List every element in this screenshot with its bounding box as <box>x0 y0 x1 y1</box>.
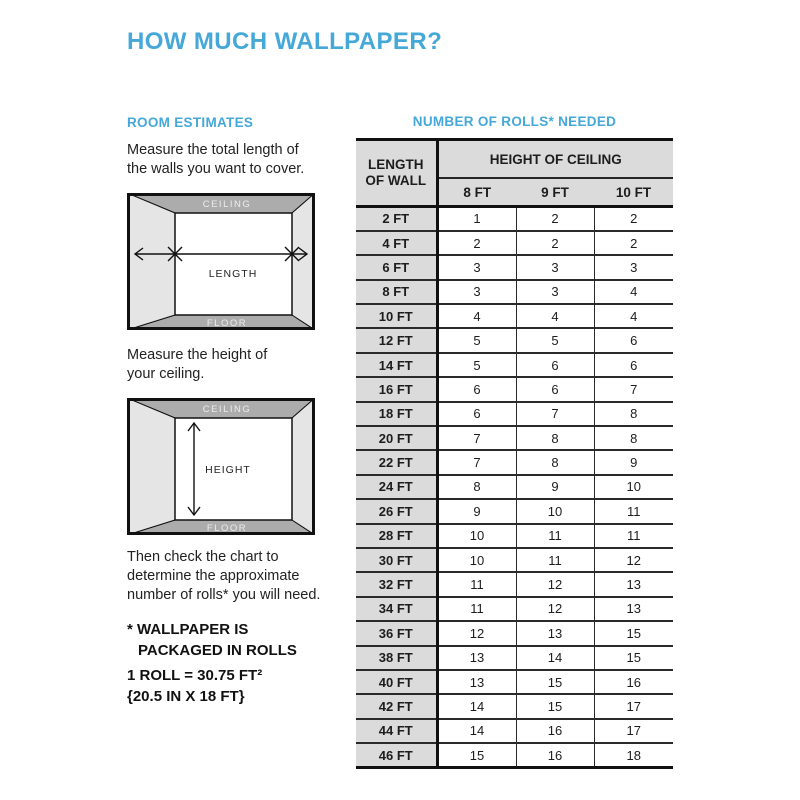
rolls-count-cell: 13 <box>516 621 594 645</box>
rolls-count-cell: 6 <box>516 353 594 377</box>
wall-length-cell: 18 FT <box>356 402 437 426</box>
rolls-count-cell: 12 <box>594 548 673 572</box>
table-row <box>356 353 673 377</box>
rolls-count-cell: 11 <box>516 548 594 572</box>
table-row <box>356 499 673 523</box>
rolls-count-cell: 2 <box>594 231 673 255</box>
table-row <box>356 255 673 279</box>
rolls-count-cell: 17 <box>594 694 673 718</box>
wall-length-cell: 8 FT <box>356 280 437 304</box>
rolls-table-heading: NUMBER OF ROLLS* NEEDED <box>412 114 617 129</box>
table-row <box>356 207 673 231</box>
floor-label: FLOOR <box>206 523 248 534</box>
wall-length-cell: 12 FT <box>356 328 437 352</box>
table-row <box>356 646 673 670</box>
rolls-count-cell: 10 <box>594 475 673 499</box>
room-length-diagram <box>127 193 315 330</box>
step2-instructions <box>127 346 267 384</box>
right-wall-surface <box>292 398 315 535</box>
wall-length-cell: 42 FT <box>356 694 437 718</box>
table-row <box>356 304 673 328</box>
wall-length-cell: 40 FT <box>356 670 437 694</box>
corner-header-line1: LENGTH <box>368 156 424 172</box>
table-row <box>356 548 673 572</box>
rolls-count-cell: 7 <box>437 426 516 450</box>
rolls-count-cell: 13 <box>594 597 673 621</box>
rolls-count-cell: 7 <box>437 450 516 474</box>
rolls-count-cell: 6 <box>437 377 516 401</box>
wall-length-cell: 24 FT <box>356 475 437 499</box>
wall-length-cell: 10 FT <box>356 304 437 328</box>
table-row <box>356 572 673 596</box>
rolls-count-cell: 13 <box>437 670 516 694</box>
footnote-line2: PACKAGED IN ROLLS <box>138 641 297 659</box>
table-row <box>356 743 673 767</box>
rolls-count-cell: 15 <box>516 694 594 718</box>
floor-label: FLOOR <box>206 318 248 329</box>
rolls-count-cell: 8 <box>594 402 673 426</box>
wall-length-cell: 38 FT <box>356 646 437 670</box>
step1-line1: Measure the total length of <box>127 142 299 158</box>
wall-length-cell: 14 FT <box>356 353 437 377</box>
table-row <box>356 670 673 694</box>
rolls-count-cell: 12 <box>437 621 516 645</box>
rolls-count-cell: 4 <box>516 304 594 328</box>
rolls-count-cell: 7 <box>594 377 673 401</box>
right-wall-surface <box>292 193 315 330</box>
rolls-count-cell: 13 <box>437 646 516 670</box>
rolls-count-cell: 11 <box>437 597 516 621</box>
rolls-count-cell: 12 <box>516 597 594 621</box>
rolls-count-cell: 7 <box>516 402 594 426</box>
wall-length-cell: 6 FT <box>356 255 437 279</box>
rolls-count-cell: 14 <box>437 719 516 743</box>
rolls-count-cell: 15 <box>437 743 516 767</box>
rolls-count-cell: 9 <box>594 450 673 474</box>
step3-line3: number of rolls* you will need. <box>127 587 321 603</box>
rolls-count-cell: 10 <box>516 499 594 523</box>
rolls-count-cell: 11 <box>594 524 673 548</box>
step2-line1: Measure the height of <box>127 347 268 363</box>
rolls-count-cell: 16 <box>516 719 594 743</box>
rolls-count-cell: 5 <box>437 328 516 352</box>
wall-length-cell: 4 FT <box>356 231 437 255</box>
rolls-count-cell: 3 <box>437 255 516 279</box>
rolls-count-cell: 1 <box>437 207 516 231</box>
step3-line1: Then check the chart to <box>127 549 279 565</box>
rolls-count-cell: 18 <box>594 743 673 767</box>
column-header-9ft: 9 FT <box>516 178 594 207</box>
corner-header-line2: OF WALL <box>365 173 427 188</box>
rolls-count-cell: 8 <box>516 426 594 450</box>
wall-length-cell: 46 FT <box>356 743 437 767</box>
rolls-needed-table <box>356 138 673 769</box>
step3-line2: determine the approximate <box>127 568 300 584</box>
rolls-count-cell: 8 <box>437 475 516 499</box>
rolls-count-cell: 9 <box>437 499 516 523</box>
rolls-table-body <box>356 207 673 768</box>
ceiling-label: CEILING <box>202 199 252 210</box>
table-row <box>356 328 673 352</box>
room-estimates-heading: ROOM ESTIMATES <box>127 115 254 130</box>
rolls-count-cell: 6 <box>594 328 673 352</box>
table-row <box>356 694 673 718</box>
wall-length-cell: 32 FT <box>356 572 437 596</box>
wall-length-cell: 2 FT <box>356 207 437 231</box>
rolls-count-cell: 4 <box>437 304 516 328</box>
back-wall-surface <box>175 213 292 315</box>
rolls-count-cell: 8 <box>516 450 594 474</box>
roll-size-line1: 1 ROLL = 30.75 FT² <box>127 667 263 684</box>
table-row <box>356 231 673 255</box>
wall-length-cell: 44 FT <box>356 719 437 743</box>
wall-length-cell: 34 FT <box>356 597 437 621</box>
rolls-count-cell: 6 <box>594 353 673 377</box>
rolls-count-cell: 3 <box>516 280 594 304</box>
rolls-count-cell: 2 <box>516 231 594 255</box>
wall-length-cell: 36 FT <box>356 621 437 645</box>
rolls-count-cell: 15 <box>594 621 673 645</box>
table-row <box>356 475 673 499</box>
wall-length-cell: 16 FT <box>356 377 437 401</box>
rolls-count-cell: 12 <box>516 572 594 596</box>
height-label: HEIGHT <box>205 464 251 476</box>
rolls-count-cell: 11 <box>516 524 594 548</box>
table-row <box>356 280 673 304</box>
column-header-8ft: 8 FT <box>437 178 516 207</box>
step1-instructions <box>127 141 304 179</box>
step1-line2: the walls you want to cover. <box>127 161 305 177</box>
table-row <box>356 597 673 621</box>
wallpaper-rolls-footnote <box>127 620 297 661</box>
rolls-count-cell: 4 <box>594 280 673 304</box>
rolls-count-cell: 5 <box>516 328 594 352</box>
rolls-count-cell: 10 <box>437 548 516 572</box>
rolls-count-cell: 16 <box>516 743 594 767</box>
left-wall-surface <box>127 193 175 330</box>
step3-instructions <box>127 548 320 605</box>
rolls-count-cell: 8 <box>594 426 673 450</box>
rolls-count-cell: 16 <box>594 670 673 694</box>
rolls-count-cell: 14 <box>437 694 516 718</box>
height-of-ceiling-header: HEIGHT OF CEILING <box>437 140 673 179</box>
wall-length-cell: 22 FT <box>356 450 437 474</box>
wall-length-cell: 30 FT <box>356 548 437 572</box>
rolls-count-cell: 9 <box>516 475 594 499</box>
rolls-table-header <box>356 140 673 207</box>
wall-length-cell: 20 FT <box>356 426 437 450</box>
table-row <box>356 402 673 426</box>
rolls-count-cell: 13 <box>594 572 673 596</box>
rolls-count-cell: 2 <box>437 231 516 255</box>
wall-length-cell: 28 FT <box>356 524 437 548</box>
left-wall-surface <box>127 398 175 535</box>
rolls-count-cell: 2 <box>594 207 673 231</box>
ceiling-label: CEILING <box>202 404 252 415</box>
table-row <box>356 621 673 645</box>
rolls-count-cell: 3 <box>437 280 516 304</box>
table-row <box>356 524 673 548</box>
roll-size-line2: {20.5 IN X 18 FT} <box>127 687 245 705</box>
table-row <box>356 719 673 743</box>
rolls-count-cell: 6 <box>516 377 594 401</box>
length-label: LENGTH <box>208 268 258 280</box>
step2-line2: your ceiling. <box>127 366 205 382</box>
rolls-count-cell: 11 <box>594 499 673 523</box>
table-row <box>356 426 673 450</box>
rolls-count-cell: 5 <box>437 353 516 377</box>
wall-length-cell: 26 FT <box>356 499 437 523</box>
page-title: HOW MUCH WALLPAPER? <box>127 28 443 55</box>
rolls-count-cell: 14 <box>516 646 594 670</box>
footnote-line1: * WALLPAPER IS <box>127 621 249 638</box>
room-height-diagram <box>127 398 315 535</box>
table-row <box>356 377 673 401</box>
rolls-count-cell: 11 <box>437 572 516 596</box>
length-of-wall-header <box>356 140 437 207</box>
rolls-count-cell: 15 <box>516 670 594 694</box>
rolls-count-cell: 4 <box>594 304 673 328</box>
rolls-count-cell: 17 <box>594 719 673 743</box>
column-header-10ft: 10 FT <box>594 178 673 207</box>
rolls-count-cell: 3 <box>516 255 594 279</box>
rolls-count-cell: 15 <box>594 646 673 670</box>
roll-size-note <box>127 666 262 707</box>
rolls-count-cell: 3 <box>594 255 673 279</box>
rolls-count-cell: 6 <box>437 402 516 426</box>
rolls-count-cell: 2 <box>516 207 594 231</box>
rolls-count-cell: 10 <box>437 524 516 548</box>
table-row <box>356 450 673 474</box>
